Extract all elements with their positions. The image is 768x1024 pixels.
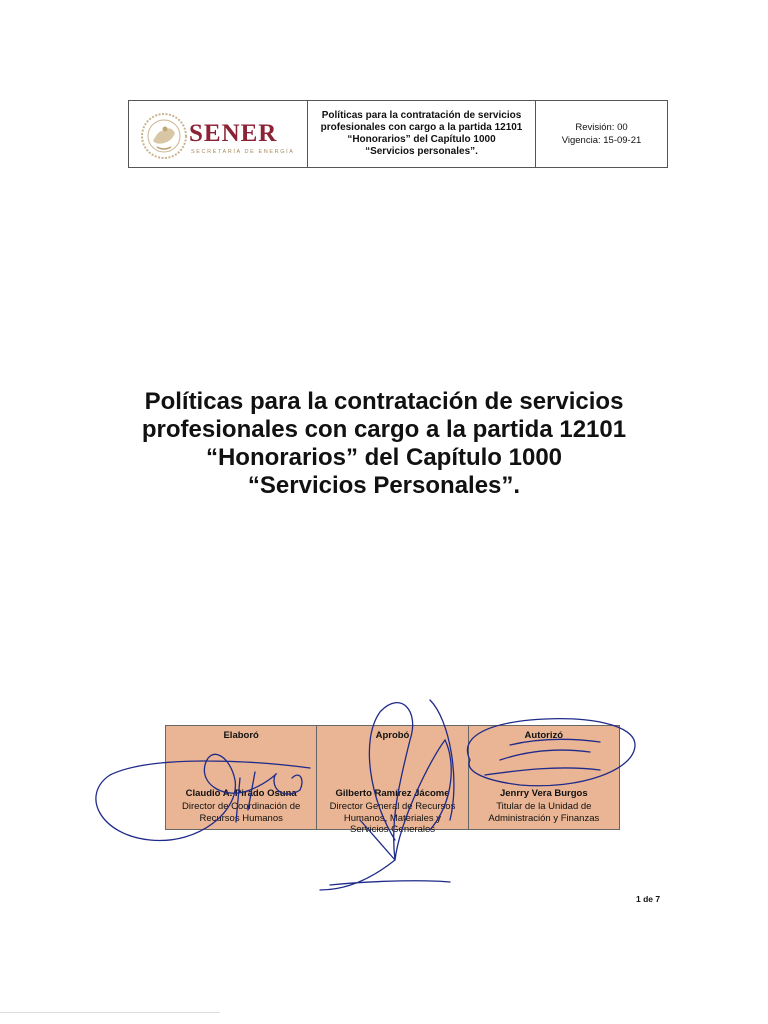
header-title [308,101,536,167]
role-line: Humanos, Materiales y [343,812,442,824]
role-line: Director de Coordinación de [182,801,301,812]
document-header [128,100,668,168]
page-number: 1 de 7 [636,894,661,904]
signer-role [170,801,312,824]
logo-cell [129,101,308,167]
column-title: Aprobó [375,730,410,741]
revision-cell [536,101,667,167]
header-title-line: Políticas para la contratación de servicios [321,110,522,121]
role-line: Administración y Finanzas [488,812,600,824]
signature-column-autorizo [469,726,619,829]
signer-role [473,801,615,824]
logo-name: SENER [189,120,278,147]
signature-table [165,725,620,835]
role-line: Recursos Humanos [199,812,283,824]
scan-edge-line [0,1012,220,1013]
document-title-line: profesionales con cargo a la partida 12101 [141,416,627,443]
signer-name: Claudio A. Pirado Osuna [185,788,297,799]
signature-column-elaboro [166,726,317,829]
vigencia-label: Vigencia: 15-09-21 [561,135,642,146]
document-title-line: “Honorarios” del Capítulo 1000 [205,444,563,471]
signer-role [321,801,463,836]
national-seal-icon [139,111,189,161]
column-title: Autorizó [524,730,564,741]
header-title-line: “Servicios personales”. [365,146,478,157]
document-title [100,388,668,500]
header-title-line: profesionales con cargo a la partida 12101 [320,122,523,133]
document-title-line: “Servicios Personales”. [247,472,521,499]
signer-name: Gilberto Ramírez Jácome [335,788,450,799]
role-line: Director General de Recursos [329,801,456,812]
role-line: Servicios Generales [349,824,435,835]
signer-name: Jenrry Vera Burgos [499,788,588,799]
revision-label: Revisión: 00 [575,122,628,133]
role-line: Titular de la Unidad de [496,801,592,812]
column-title: Elaboró [223,730,259,741]
header-title-line: “Honorarios” del Capítulo 1000 [347,134,496,145]
signature-column-aprobo [317,726,468,835]
logo-subtitle: SECRETARÍA DE ENERGÍA [191,149,295,155]
document-title-line: Políticas para la contratación de servicios [144,388,624,415]
sener-logo [137,107,302,163]
